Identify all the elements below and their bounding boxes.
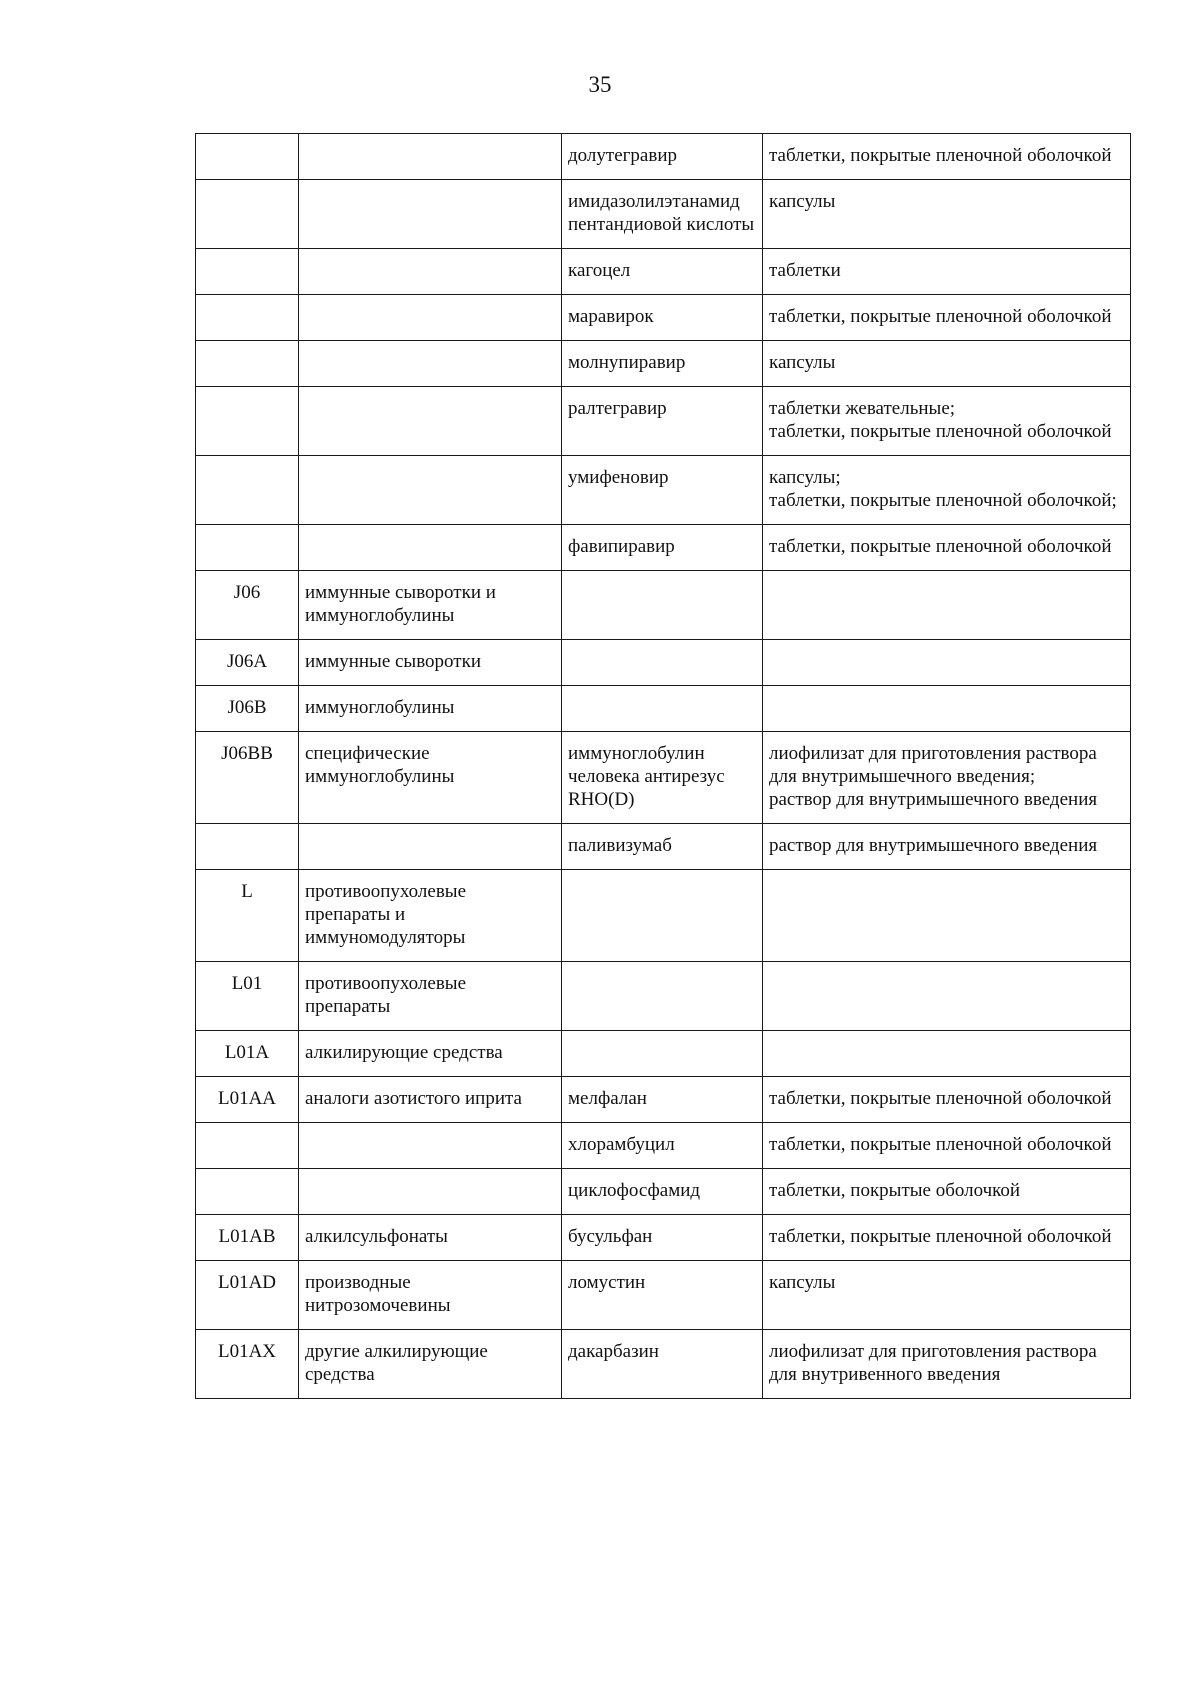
dosage-form-cell: лиофилизат для приготовления раствора для внутримышечного введения; раствор для внутримышечного введения — [763, 732, 1131, 824]
pharmacological-group-cell — [299, 295, 562, 341]
atc-code-cell: L01AX — [196, 1330, 299, 1399]
pharmacological-group-cell: иммунные сыворотки — [299, 640, 562, 686]
pharmacological-group-cell — [299, 824, 562, 870]
dosage-form-cell — [763, 686, 1131, 732]
drug-name-cell: кагоцел — [562, 249, 763, 295]
table-row — [196, 1123, 1131, 1169]
drug-name-cell: иммуноглобулин человека антирезус RHO(D) — [562, 732, 763, 824]
table-row — [196, 640, 1131, 686]
atc-code-cell: J06B — [196, 686, 299, 732]
pharmacological-group-cell: иммуноглобулины — [299, 686, 562, 732]
dosage-form-cell: таблетки, покрытые пленочной оболочкой — [763, 295, 1131, 341]
pharmacological-group-cell: противоопухолевые препараты — [299, 962, 562, 1031]
table-row — [196, 525, 1131, 571]
drug-name-cell: фавипиравир — [562, 525, 763, 571]
table-row — [196, 824, 1131, 870]
drug-name-cell — [562, 686, 763, 732]
atc-code-cell: L01AA — [196, 1077, 299, 1123]
drug-name-cell: имидазолилэтанамид пентандиовой кислоты — [562, 180, 763, 249]
dosage-form-cell — [763, 1031, 1131, 1077]
drug-name-cell: ралтегравир — [562, 387, 763, 456]
atc-code-cell: L01AB — [196, 1215, 299, 1261]
dosage-form-cell — [763, 571, 1131, 640]
atc-code-cell: L01AD — [196, 1261, 299, 1330]
atc-code-cell: J06BB — [196, 732, 299, 824]
atc-code-cell: L — [196, 870, 299, 962]
dosage-form-cell: таблетки, покрытые оболочкой — [763, 1169, 1131, 1215]
atc-code-cell — [196, 249, 299, 295]
table-row — [196, 1169, 1131, 1215]
drug-name-cell: хлорамбуцил — [562, 1123, 763, 1169]
dosage-form-cell: таблетки, покрытые пленочной оболочкой — [763, 1215, 1131, 1261]
atc-code-cell — [196, 456, 299, 525]
drug-name-cell: бусульфан — [562, 1215, 763, 1261]
atc-code-cell — [196, 295, 299, 341]
drug-name-cell — [562, 1031, 763, 1077]
drug-name-cell: долутегравир — [562, 134, 763, 180]
table-row — [196, 1077, 1131, 1123]
pharmacological-group-cell — [299, 1123, 562, 1169]
pharmacological-group-cell: алкилирующие средства — [299, 1031, 562, 1077]
table-row — [196, 686, 1131, 732]
dosage-form-cell: раствор для внутримышечного введения — [763, 824, 1131, 870]
pharmacological-group-cell — [299, 180, 562, 249]
table-row — [196, 571, 1131, 640]
atc-code-cell — [196, 824, 299, 870]
pharmacological-group-cell: иммунные сыворотки и иммуноглобулины — [299, 571, 562, 640]
atc-code-cell — [196, 341, 299, 387]
dosage-form-cell: таблетки, покрытые пленочной оболочкой — [763, 1123, 1131, 1169]
pharmacological-group-cell: другие алкилирующие средства — [299, 1330, 562, 1399]
dosage-form-cell: таблетки — [763, 249, 1131, 295]
atc-code-cell: J06 — [196, 571, 299, 640]
page-number: 35 — [588, 72, 612, 97]
table-row — [196, 870, 1131, 962]
drug-name-cell: циклофосфамид — [562, 1169, 763, 1215]
dosage-form-cell — [763, 640, 1131, 686]
dosage-form-cell — [763, 962, 1131, 1031]
pharmacological-group-cell — [299, 341, 562, 387]
table-row — [196, 134, 1131, 180]
pharmacological-group-cell: алкилсульфонаты — [299, 1215, 562, 1261]
drug-name-cell: умифеновир — [562, 456, 763, 525]
dosage-form-cell: капсулы — [763, 1261, 1131, 1330]
atc-code-cell — [196, 180, 299, 249]
drug-name-cell — [562, 870, 763, 962]
dosage-form-cell — [763, 870, 1131, 962]
table-row — [196, 249, 1131, 295]
pharmacological-group-cell — [299, 525, 562, 571]
pharmacological-group-cell: аналоги азотистого иприта — [299, 1077, 562, 1123]
medication-table — [195, 133, 1131, 1399]
drug-name-cell: мелфалан — [562, 1077, 763, 1123]
drug-name-cell — [562, 571, 763, 640]
atc-code-cell: L01A — [196, 1031, 299, 1077]
table-row — [196, 456, 1131, 525]
drug-name-cell — [562, 962, 763, 1031]
table-row — [196, 180, 1131, 249]
drug-name-cell: ломустин — [562, 1261, 763, 1330]
table-row — [196, 1330, 1131, 1399]
pharmacological-group-cell: специфические иммуноглобулины — [299, 732, 562, 824]
pharmacological-group-cell — [299, 387, 562, 456]
dosage-form-cell: лиофилизат для приготовления раствора для внутривенного введения — [763, 1330, 1131, 1399]
table-row — [196, 962, 1131, 1031]
atc-code-cell — [196, 525, 299, 571]
dosage-form-cell: капсулы — [763, 180, 1131, 249]
pharmacological-group-cell — [299, 249, 562, 295]
pharmacological-group-cell: производные нитрозомочевины — [299, 1261, 562, 1330]
dosage-form-cell: таблетки, покрытые пленочной оболочкой — [763, 134, 1131, 180]
drug-name-cell: дакарбазин — [562, 1330, 763, 1399]
table-row — [196, 387, 1131, 456]
dosage-form-cell: таблетки, покрытые пленочной оболочкой — [763, 1077, 1131, 1123]
dosage-form-cell: капсулы; таблетки, покрытые пленочной оболочкой; — [763, 456, 1131, 525]
dosage-form-cell: таблетки, покрытые пленочной оболочкой — [763, 525, 1131, 571]
dosage-form-cell: капсулы — [763, 341, 1131, 387]
table-row — [196, 1215, 1131, 1261]
drug-name-cell: молнупиравир — [562, 341, 763, 387]
table-row — [196, 1031, 1131, 1077]
drug-name-cell: маравирок — [562, 295, 763, 341]
table-row — [196, 1261, 1131, 1330]
table-row — [196, 295, 1131, 341]
pharmacological-group-cell: противоопухолевые препараты и иммуномодуляторы — [299, 870, 562, 962]
atc-code-cell — [196, 1123, 299, 1169]
atc-code-cell: J06A — [196, 640, 299, 686]
dosage-form-cell: таблетки жевательные; таблетки, покрытые пленочной оболочкой — [763, 387, 1131, 456]
drug-name-cell — [562, 640, 763, 686]
atc-code-cell: L01 — [196, 962, 299, 1031]
table-row — [196, 732, 1131, 824]
pharmacological-group-cell — [299, 134, 562, 180]
table-row — [196, 341, 1131, 387]
pharmacological-group-cell — [299, 456, 562, 525]
pharmacological-group-cell — [299, 1169, 562, 1215]
atc-code-cell — [196, 134, 299, 180]
atc-code-cell — [196, 387, 299, 456]
drug-name-cell: паливизумаб — [562, 824, 763, 870]
atc-code-cell — [196, 1169, 299, 1215]
